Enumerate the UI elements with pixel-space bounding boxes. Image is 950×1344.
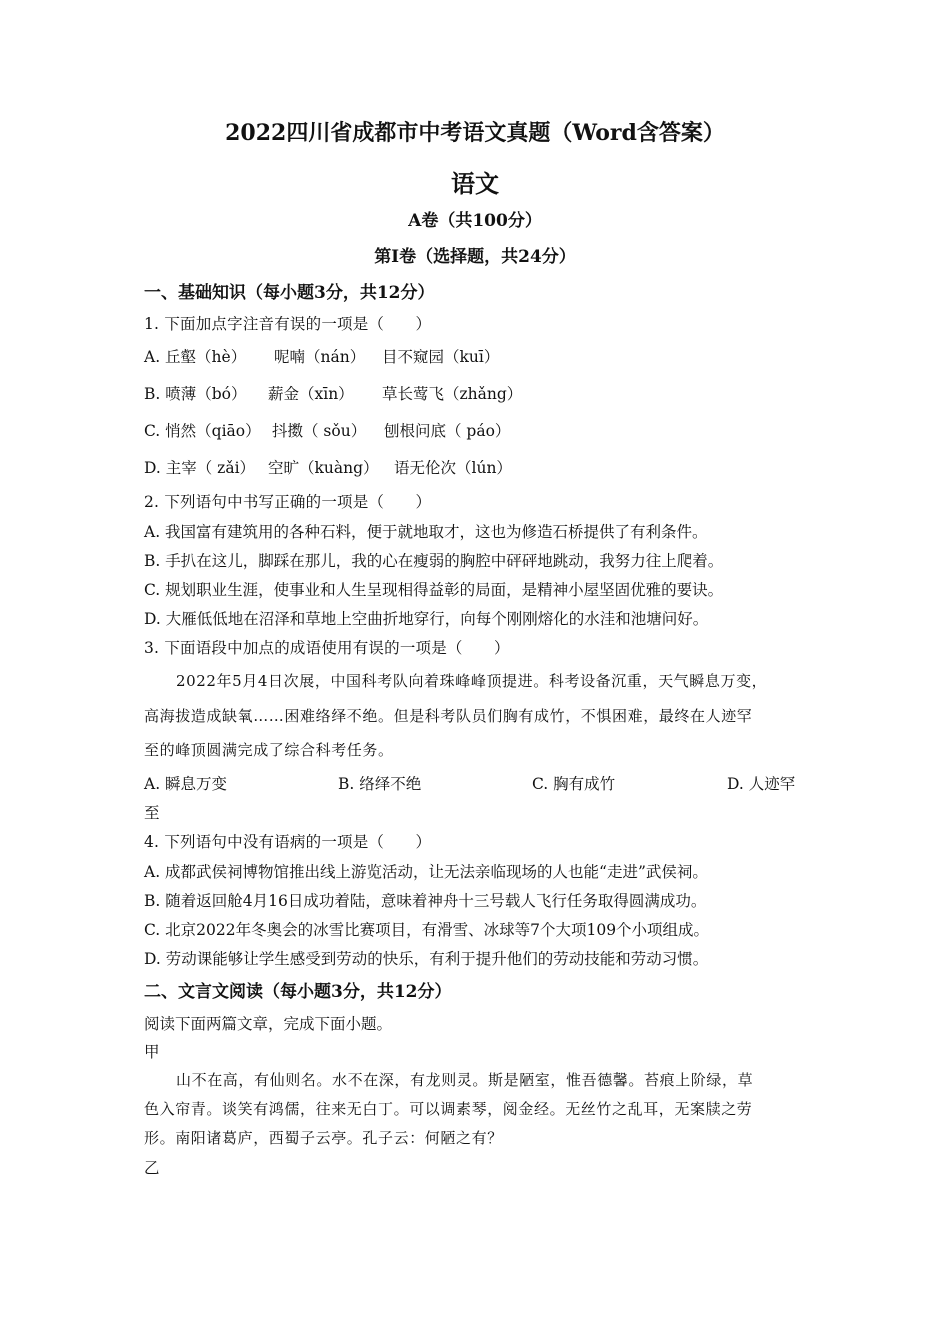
subject-title: 语文	[451, 169, 499, 198]
classical-passage-line: 山不在高，有仙则名。水不在深，有龙则灵。斯是陋室，惟吾德馨。苔痕上阶绿，草	[176, 1071, 754, 1089]
q4-option-a: A. 成都武侯祠博物馆推出线上游览活动，让无法亲临现场的人也能“走进”武侯祠。	[144, 863, 708, 881]
q3-option-d: D. 人迹罕	[727, 775, 796, 793]
q1-option-b-1: B. 喷薄（bó）	[144, 385, 247, 403]
q3-passage-line: 高海拔造成缺氧……困难络绎不绝。但是科考队员们胸有成竹，不惧困难，最终在人迹罕	[144, 707, 753, 725]
q3-option-b: B. 络绎不绝	[338, 775, 422, 793]
reading-intro: 阅读下面两篇文章，完成下面小题。	[144, 1015, 393, 1033]
volume-heading: A卷（共100分）	[408, 211, 542, 231]
section-heading: 一、基础知识（每小题3分，共12分）	[144, 283, 435, 303]
q1-option-d-2: 空旷（kuàng）	[268, 459, 379, 477]
q1-option-d-1: D. 主宰（ zǎi）	[144, 459, 256, 477]
q1-option-c-2: 抖擞（ sǒu）	[272, 422, 367, 440]
q1-option-b-3: 草长莺飞（zhǎng）	[382, 385, 523, 403]
part-heading: 第Ⅰ卷（选择题，共24分）	[374, 247, 576, 267]
q1-option-a-3: 目不窥园（kuī）	[382, 348, 500, 366]
section-heading: 二、文言文阅读（每小题3分，共12分）	[144, 982, 452, 1002]
q1-option-a-2: 呢喃（nán）	[274, 348, 366, 366]
q1-option-a-1: A. 丘壑（hè）	[144, 348, 247, 366]
question-stem: 3. 下面语段中加点的成语使用有误的一项是（ ）	[144, 639, 510, 657]
document-title: 2022四川省成都市中考语文真题（Word含答案）	[225, 120, 725, 146]
q3-option-a: A. 瞬息万变	[144, 775, 228, 793]
q3-option-d-wrap: 至	[144, 804, 160, 822]
q4-option-b: B. 随着返回舱4月16日成功着陆，意味着神舟十三号载人飞行任务取得圆满成功。	[144, 892, 707, 910]
q4-option-d: D. 劳动课能够让学生感受到劳动的快乐，有利于提升他们的劳动技能和劳动习惯。	[144, 950, 709, 968]
q1-option-c-1: C. 悄然（qiāo）	[144, 422, 261, 440]
classical-passage-line: 色入帘青。谈笑有鸿儒，往来无白丁。可以调素琴，阅金经。无丝竹之乱耳，无案牍之劳	[144, 1100, 753, 1118]
q1-option-c-3: 刨根问底（ páo）	[384, 422, 511, 440]
q4-option-c: C. 北京2022年冬奥会的冰雪比赛项目，有滑雪、冰球等7个大项109个小项组成。	[144, 921, 710, 939]
q2-option-d: D. 大雁低低地在沼泽和草地上空曲折地穿行，向每个刚刚熔化的水洼和池塘问好。	[144, 610, 709, 628]
q2-option-a: A. 我国富有建筑用的各种石料，便于就地取才，这也为修造石桥提供了有利条件。	[144, 523, 708, 541]
q3-option-c: C. 胸有成竹	[532, 775, 616, 793]
question-stem: 2. 下列语句中书写正确的一项是（ ）	[144, 493, 432, 511]
q1-option-d-3: 语无伦次（lún）	[394, 459, 512, 477]
passage-label-yi: 乙	[144, 1159, 160, 1177]
passage-label-jia: 甲	[144, 1043, 160, 1061]
q3-passage-line: 至的峰顶圆满完成了综合科考任务。	[144, 741, 394, 759]
q3-passage-line: 2022年5月4日次展，中国科考队向着珠峰峰顶提进。科考设备沉重，天气瞬息万变，	[176, 672, 768, 690]
question-stem: 1. 下面加点字注音有误的一项是（ ）	[144, 315, 432, 333]
q2-option-c: C. 规划职业生涯，使事业和人生呈现相得益彰的局面，是精神小屋坚固优雅的要诀。	[144, 581, 724, 599]
question-stem: 4. 下列语句中没有语病的一项是（ ）	[144, 833, 432, 851]
classical-passage-line: 形。南阳诸葛庐，西蜀子云亭。孔子云：何陋之有？	[144, 1129, 503, 1147]
q1-option-b-2: 薪金（xīn）	[268, 385, 354, 403]
q2-option-b: B. 手扒在这儿，脚踩在那儿，我的心在瘦弱的胸腔中砰砰地跳动，我努力往上爬着。	[144, 552, 724, 570]
